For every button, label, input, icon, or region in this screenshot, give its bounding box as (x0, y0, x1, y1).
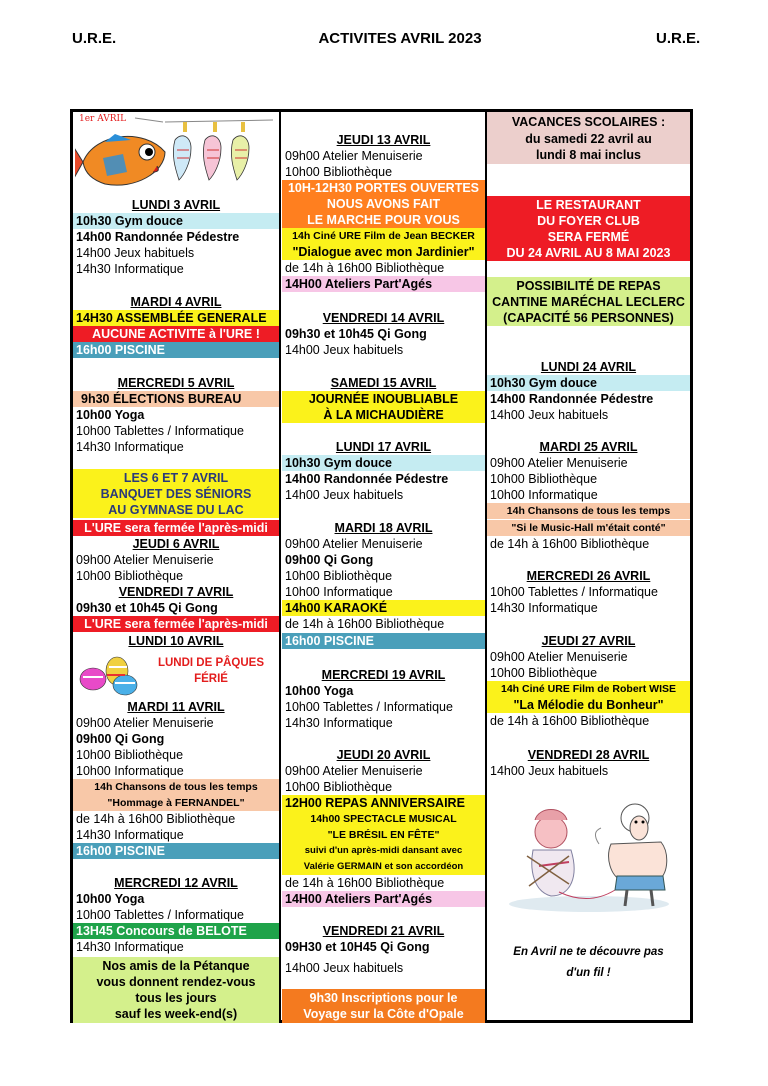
list-item: 09h00 Atelier Menuiserie (76, 716, 214, 730)
list-item: 10h00 Informatique (76, 764, 184, 778)
column-divider (279, 112, 281, 1020)
list-item: CANTINE MARÉCHAL LECLERC (492, 295, 685, 309)
petanque-block (73, 957, 279, 1023)
fish-icon (75, 114, 275, 194)
caption: En Avril ne te découvre pas (513, 946, 664, 958)
day-title: MERCREDI 12 AVRIL (114, 876, 238, 890)
column-1 (73, 112, 279, 1020)
list-item: tous les jours (135, 991, 217, 1005)
easter-block (73, 649, 279, 697)
list-item: de 14h à 16h00 Bibliothèque (76, 812, 236, 826)
list-item: L'URE sera fermée l'après-midi (73, 616, 279, 632)
column-2 (282, 112, 485, 1020)
list-item: vous donnent rendez-vous (96, 975, 256, 989)
day-title: JEUDI 13 AVRIL (336, 133, 431, 147)
list-item: 16h00 PISCINE (73, 342, 279, 358)
list-item: Nos amis de la Pétanque (102, 959, 250, 973)
list-item: 16h00 PISCINE (73, 843, 279, 859)
list-item: de 14h à 16h00 Bibliothèque (490, 714, 650, 728)
day-title: VENDREDI 7 AVRIL (118, 585, 234, 599)
header-left: U.R.E. (72, 30, 117, 47)
list-item: 14h00 KARAOKÉ (282, 600, 485, 616)
day-title: MARDI 4 AVRIL (130, 295, 222, 309)
calendar-table (70, 109, 693, 1023)
list-item: 14h30 Informatique (490, 601, 598, 615)
day-title: MERCREDI 5 AVRIL (117, 376, 235, 390)
day-title: LUNDI 24 AVRIL (540, 360, 637, 374)
list-item: 10h00 Informatique (490, 488, 598, 502)
day-title: MARDI 18 AVRIL (334, 521, 433, 535)
list-item: (CAPACITÉ 56 PERSONNES) (503, 311, 674, 325)
list-item: 14h00 Jeux habituels (490, 764, 609, 778)
caption: d'un fil ! (566, 967, 611, 979)
day-title: JEUDI 27 AVRIL (541, 634, 636, 648)
list-item: Voyage sur la Côte d'Opale (303, 1007, 464, 1021)
fish-illustration (73, 112, 279, 195)
list-item: 14h00 Jeux habituels (76, 246, 195, 260)
list-item: 14h Chansons de tous les temps (73, 779, 279, 795)
day-title: JEUDI 6 AVRIL (132, 537, 220, 551)
list-item: "La Mélodie du Bonheur" (487, 697, 690, 713)
list-item: 16h00 PISCINE (282, 633, 485, 649)
list-item: 13H45 Concours de BELOTE (73, 923, 279, 939)
list-item: À LA MICHAUDIÈRE (282, 407, 485, 423)
anniversary-block (282, 795, 485, 875)
list-item: 10h00 Bibliothèque (76, 748, 184, 762)
list-item: 10h00 Bibliothèque (490, 666, 598, 680)
list-item: 10H-12H30 PORTES OUVERTES (282, 180, 485, 196)
list-item: DU FOYER CLUB (537, 214, 640, 228)
list-item: 09h00 Qi Gong (76, 732, 165, 746)
list-item: du samedi 22 avril au (525, 132, 652, 146)
list-item: 10h00 Yoga (76, 892, 145, 906)
list-item: 14h30 Informatique (76, 440, 184, 454)
list-item: 14h Ciné URE Film de Jean BECKER (282, 228, 485, 244)
list-item: 10h30 Gym douce (282, 455, 485, 471)
list-item: 10h00 Yoga (76, 408, 145, 422)
day-title: MARDI 11 AVRIL (127, 700, 225, 714)
list-item: 09h30 et 10h45 Qi Gong (285, 327, 427, 341)
header-right: U.R.E. (656, 30, 701, 47)
list-item: LES 6 ET 7 AVRIL (123, 471, 229, 485)
list-item: 14h00 Randonnée Pédestre (490, 392, 654, 406)
list-item: 14h00 Jeux habituels (285, 961, 404, 975)
list-item: 14h00 Jeux habituels (285, 488, 404, 502)
day-title: SAMEDI 15 AVRIL (330, 376, 437, 390)
list-item: 09h00 Atelier Menuiserie (490, 650, 628, 664)
list-item: 10h00 Bibliothèque (285, 780, 393, 794)
list-item: Valérie GERMAIN et son accordéon (303, 861, 464, 872)
list-item: 10h30 Gym douce (487, 375, 690, 391)
list-item: POSSIBILITÉ DE REPAS (516, 279, 661, 293)
list-item: 09H30 et 10H45 Qi Gong (285, 940, 430, 954)
list-item: 14h30 Informatique (76, 262, 184, 276)
list-item: 09h00 Atelier Menuiserie (285, 149, 423, 163)
list-item: 14h00 SPECTACLE MUSICAL (310, 813, 457, 825)
list-item: 09h00 Atelier Menuiserie (285, 764, 423, 778)
list-item: 10h00 Bibliothèque (490, 472, 598, 486)
list-item: suivi d'un après-midi dansant avec (304, 845, 463, 856)
list-item: 10h00 Tablettes / Informatique (285, 700, 453, 714)
column-3 (487, 112, 690, 1020)
list-item: 14h30 Informatique (76, 828, 184, 842)
holiday-label: LUNDI DE PÂQUES (157, 657, 265, 669)
list-item: DU 24 AVRIL AU 8 MAI 2023 (506, 246, 671, 260)
list-item: 09h30 et 10h45 Qi Gong (76, 601, 218, 615)
day-title: LUNDI 10 AVRIL (128, 634, 224, 648)
list-item: 14h00 Jeux habituels (285, 343, 404, 357)
list-item: 10h00 Bibliothèque (285, 165, 393, 179)
list-item: de 14h à 16h00 Bibliothèque (285, 617, 445, 631)
easter-eggs-icon (77, 651, 143, 697)
holiday-label: FÉRIÉ (194, 673, 228, 685)
list-item: 14h00 Randonnée Pédestre (285, 472, 449, 486)
list-item: 14H00 Ateliers Part'Agés (282, 276, 485, 292)
page-title: ACTIVITES AVRIL 2023 (318, 30, 482, 47)
list-item: 10h00 Tablettes / Informatique (490, 585, 658, 599)
list-item: VACANCES SCOLAIRES : (511, 115, 666, 129)
list-item: "Dialogue avec mon Jardinier" (282, 244, 485, 260)
list-item: LE MARCHE POUR VOUS (282, 212, 485, 228)
day-title: VENDREDI 21 AVRIL (322, 924, 445, 938)
voyage-block (282, 989, 485, 1023)
day-title: MERCREDI 19 AVRIL (321, 668, 446, 682)
list-item: 14h00 Jeux habituels (490, 408, 609, 422)
day-title: VENDREDI 28 AVRIL (527, 748, 650, 762)
list-item: 14h Chansons de tous les temps (487, 503, 690, 519)
list-item: NOUS AVONS FAIT (282, 196, 485, 212)
list-item: 10h00 Tablettes / Informatique (76, 908, 244, 922)
list-item: lundi 8 mai inclus (536, 148, 641, 162)
list-item: sauf les week-end(s) (114, 1007, 238, 1021)
banquet-block (73, 469, 279, 518)
repas-block (487, 277, 690, 326)
list-item: SERA FERMÉ (547, 230, 630, 244)
list-item: "Hommage à FERNANDEL" (73, 795, 279, 811)
list-item: "Si le Music-Hall m'était conté" (487, 520, 690, 536)
list-item: de 14h à 16h00 Bibliothèque (285, 876, 445, 890)
list-item: 09h00 Qi Gong (285, 553, 374, 567)
list-item: 14h00 Randonnée Pédestre (76, 230, 240, 244)
list-item: L'URE sera fermée l'après-midi (73, 520, 279, 536)
list-item: de 14h à 16h00 Bibliothèque (490, 537, 650, 551)
list-item: BANQUET DES SÉNIORS (100, 487, 252, 501)
list-item: LE RESTAURANT (536, 198, 641, 212)
list-item: 14h30 Informatique (76, 940, 184, 954)
list-item: de 14h à 16h00 Bibliothèque (285, 261, 445, 275)
day-title: MARDI 25 AVRIL (539, 440, 638, 454)
day-title: MERCREDI 26 AVRIL (526, 569, 651, 583)
list-item: JOURNÉE INOUBLIABLE (282, 391, 485, 407)
list-item: 12H00 REPAS ANNIVERSAIRE (285, 796, 465, 810)
day-title: LUNDI 17 AVRIL (335, 440, 432, 454)
list-item: 10h00 Bibliothèque (76, 569, 184, 583)
list-item: AU GYMNASE DU LAC (108, 503, 244, 517)
sheep-knitting-illustration (499, 792, 679, 916)
list-item: 14h30 Informatique (285, 716, 393, 730)
list-item: 14H30 ASSEMBLÉE GENERALE (73, 310, 279, 326)
list-item: 10h00 Yoga (285, 684, 354, 698)
banner-label: 1er AVRIL (79, 114, 127, 124)
list-item: 14H00 Ateliers Part'Agés (282, 891, 485, 907)
vacances-block (487, 112, 690, 164)
list-item: 10h00 Bibliothèque (285, 569, 393, 583)
list-item: 10h00 Tablettes / Informatique (76, 424, 244, 438)
list-item: 09h00 Atelier Menuiserie (285, 537, 423, 551)
list-item: AUCUNE ACTIVITE à l'URE ! (73, 326, 279, 342)
list-item: 10h30 Gym douce (73, 213, 279, 229)
day-title: JEUDI 20 AVRIL (336, 748, 431, 762)
list-item: 09h00 Atelier Menuiserie (76, 553, 214, 567)
restaurant-block (487, 196, 690, 261)
list-item: 10h00 Informatique (285, 585, 393, 599)
list-item: "LE BRÉSIL EN FÊTE" (327, 829, 440, 841)
list-item: 9h30 ÉLECTIONS BUREAU (73, 391, 279, 407)
day-title: LUNDI 3 AVRIL (131, 198, 221, 212)
day-title: VENDREDI 14 AVRIL (322, 311, 445, 325)
list-item: 09h00 Atelier Menuiserie (490, 456, 628, 470)
list-item: 14h Ciné URE Film de Robert WISE (487, 681, 690, 697)
list-item: 9h30 Inscriptions pour le (309, 991, 458, 1005)
